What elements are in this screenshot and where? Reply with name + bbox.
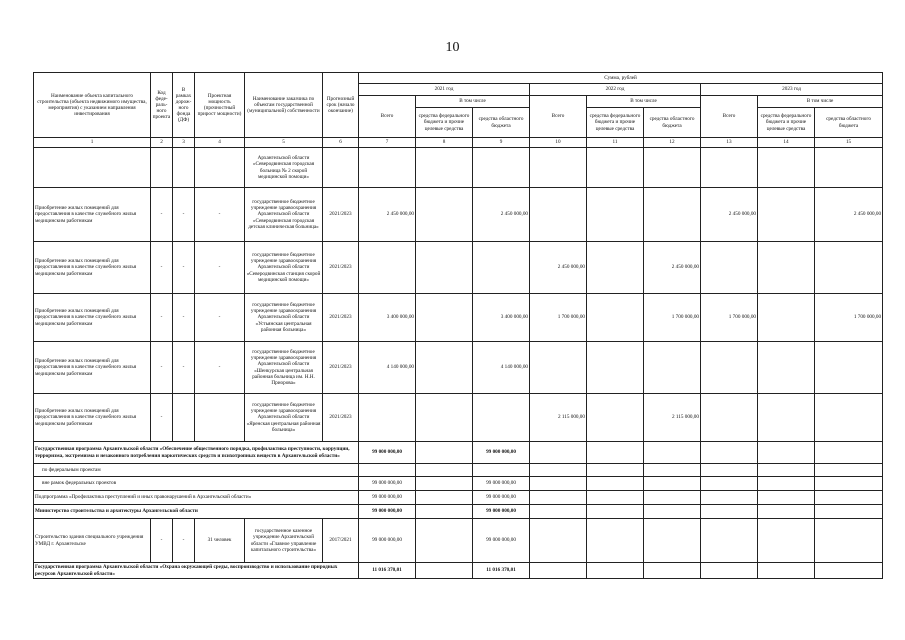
cell-capacity: - (195, 294, 245, 342)
cell-df (173, 148, 195, 188)
outside-total: 99 000 000,00 (359, 477, 416, 491)
cell-df: - (173, 294, 195, 342)
cell-value (815, 148, 883, 188)
cell-object: Строительство здания специального учреждения УМВД г. Архангельске (34, 519, 151, 563)
table-row (34, 188, 883, 242)
hdr-incl-2023: В том числе (758, 96, 883, 108)
cell-value: 2 450 000,00 (473, 188, 530, 242)
cell-value (587, 242, 644, 294)
cell-term: 2021/2023 (323, 342, 359, 394)
table-row (34, 342, 883, 394)
cell-value (701, 394, 758, 442)
hdr-object: Наименование объекта капитального строительства (объекта недвижимого имущества, мероприятия) с указанием направления инвестирования (34, 73, 151, 138)
cell-value (758, 242, 815, 294)
cell-term: 2017/2021 (323, 519, 359, 563)
colnum: 3 (173, 138, 195, 148)
colnum: 1 (34, 138, 151, 148)
cell-value (701, 342, 758, 394)
cell-value (758, 394, 815, 442)
cell-value (530, 148, 587, 188)
hdr-fed-2021: средства федерального бюджета и прочие целевые средства (416, 108, 473, 138)
cell-value (644, 342, 701, 394)
hdr-year-2022: 2022 год (530, 84, 701, 96)
cell-value (758, 294, 815, 342)
cell-code: - (151, 294, 173, 342)
cell-term: 2021/2023 (323, 188, 359, 242)
hdr-total-2023: Всего (701, 96, 758, 138)
hdr-total-2021: Всего (359, 96, 416, 138)
colnum: 2 (151, 138, 173, 148)
cell-code: - (151, 188, 173, 242)
colnum: 13 (701, 138, 758, 148)
cell-value: 1 700 000,00 (701, 294, 758, 342)
cell-value (473, 394, 530, 442)
cell-value (416, 342, 473, 394)
cell-value (644, 188, 701, 242)
subprogram-row (34, 491, 883, 505)
program-regional: 99 000 000,00 (473, 442, 530, 464)
cell-value (359, 394, 416, 442)
cell-value: 4 140 000,00 (359, 342, 416, 394)
ministry-regional: 99 000 000,00 (473, 505, 530, 519)
hdr-reg-2021: средства областного бюджета (473, 108, 530, 138)
cell-value: 99 000 000,00 (473, 519, 530, 563)
subprogram-regional: 99 000 000,00 (473, 491, 530, 505)
cell-value: 2 115 000,00 (530, 394, 587, 442)
cell-customer: государственное бюджетное учреждение здравоохранения Архангельской области «Северодвинская городская детская клиническая больница» (245, 188, 323, 242)
cell-value (416, 148, 473, 188)
cell-value: 2 450 000,00 (815, 188, 883, 242)
colnum: 15 (815, 138, 883, 148)
hdr-incl-2022: В том числе (587, 96, 701, 108)
cell-value: 3 400 000,00 (359, 294, 416, 342)
cell-value: 2 115 000,00 (644, 394, 701, 442)
cell-value (416, 188, 473, 242)
program-row-public-order (34, 442, 883, 464)
hdr-reg-2023: средства областного бюджета (815, 108, 883, 138)
hdr-incl-2021: В том числе (416, 96, 530, 108)
cell-value (587, 394, 644, 442)
cell-code: - (151, 342, 173, 394)
cell-value: 2 450 000,00 (359, 188, 416, 242)
program-row-environment (34, 563, 883, 579)
hdr-fedproj-code: Код феде-раль-ного проекта (151, 73, 173, 138)
cell-object (34, 148, 151, 188)
colnum: 9 (473, 138, 530, 148)
hdr-road-fund: В рамках дорож-ного фонда (ДФ) (173, 73, 195, 138)
outside-title: вне рамок федеральных проектов (34, 477, 359, 491)
program-total: 11 016 370,01 (359, 563, 416, 579)
cell-value (587, 342, 644, 394)
cell-code (151, 148, 173, 188)
cell-value (359, 148, 416, 188)
program-title: Государственная программа Архангельской области «Обеспечение общественного порядка, профилактика преступности, коррупции, терроризма, экстремизма и незаконного потребления наркотических средств и психотропных веществ в Архангельской области» (34, 442, 359, 464)
cell-customer: государственное бюджетное учреждение здравоохранения Архангельской области «Устьянская центральная районная больница» (245, 294, 323, 342)
hdr-fed-2023: средства федерального бюджета и прочие целевые средства (758, 108, 815, 138)
cell-capacity (195, 148, 245, 188)
cell-value: 1 700 000,00 (530, 294, 587, 342)
cell-customer: государственное бюджетное учреждение здравоохранения Архангельской области «Шенкурская центральная районная больница им. Н.Н. Приорова» (245, 342, 323, 394)
cell-value (758, 148, 815, 188)
cell-value: 2 450 000,00 (644, 242, 701, 294)
cell-df (173, 394, 195, 442)
cell-customer: государственное казенное учреждение Архангельской области «Главное управление капитального строительства» (245, 519, 323, 563)
cell-value (416, 394, 473, 442)
cell-term: 2021/2023 (323, 394, 359, 442)
cell-term: 2021/2023 (323, 242, 359, 294)
cell-value (701, 242, 758, 294)
colnum: 7 (359, 138, 416, 148)
cell-value (359, 242, 416, 294)
cell-value (701, 148, 758, 188)
subprogram-total: 99 000 000,00 (359, 491, 416, 505)
cell-value (587, 148, 644, 188)
outside-regional: 99 000 000,00 (473, 477, 530, 491)
cell-value: 3 400 000,00 (473, 294, 530, 342)
cell-object: Приобретение жилых помещений для предоставления в качестве служебного жилья медицинским работникам (34, 188, 151, 242)
cell-object: Приобретение жилых помещений для предоставления в качестве служебного жилья медицинским работникам (34, 342, 151, 394)
hdr-capacity: Проектная мощность (прочностный прирост мощности) (195, 73, 245, 138)
hdr-term: Прогнозный срок (начало окончание) (323, 73, 359, 138)
cell-value (758, 342, 815, 394)
cell-value (587, 188, 644, 242)
outside-fedproj-row (34, 477, 883, 491)
cell-capacity: - (195, 342, 245, 394)
cell-capacity: - (195, 242, 245, 294)
cell-value (530, 188, 587, 242)
colnum: 8 (416, 138, 473, 148)
cell-df: - (173, 519, 195, 563)
ministry-title: Министерство строительства и архитектуры Архангельской области (34, 505, 359, 519)
cell-df: - (173, 242, 195, 294)
cell-code: - (151, 519, 173, 563)
colnum: 12 (644, 138, 701, 148)
cell-df: - (173, 342, 195, 394)
program-regional: 11 016 370,01 (473, 563, 530, 579)
colnum: 6 (323, 138, 359, 148)
cell-customer: Архангельской области «Северодвинская городская больница № 2 скорой медицинской помощи» (245, 148, 323, 188)
program-title: Государственная программа Архангельской области «Охрана окружающей среды, воспроизводство и использование природных ресурсов Архангельской области» (34, 563, 359, 579)
cell-value: 2 450 000,00 (530, 242, 587, 294)
cell-code: - (151, 394, 173, 442)
table-row (34, 148, 883, 188)
ministry-total: 99 000 000,00 (359, 505, 416, 519)
column-number-row (34, 138, 883, 148)
page-number: 10 (445, 40, 460, 55)
cell-capacity (195, 394, 245, 442)
hdr-customer: Наименование заказчика по объектам государственной (муниципальной) собственности (245, 73, 323, 138)
header-row-1 (34, 73, 883, 84)
cell-capacity: - (195, 188, 245, 242)
cell-capacity: 31 человек (195, 519, 245, 563)
cell-term: 2021/2023 (323, 294, 359, 342)
budget-table (33, 72, 883, 579)
cell-value (815, 242, 883, 294)
cell-value: 1 700 000,00 (815, 294, 883, 342)
fedproj-title: по федеральным проектам (34, 464, 359, 477)
colnum: 4 (195, 138, 245, 148)
cell-value: 2 450 000,00 (701, 188, 758, 242)
hdr-sum: Сумма, рублей (359, 73, 883, 84)
table-row (34, 394, 883, 442)
hdr-reg-2022: средства областного бюджета (644, 108, 701, 138)
ministry-row (34, 505, 883, 519)
table-row (34, 242, 883, 294)
cell-value (815, 394, 883, 442)
colnum: 10 (530, 138, 587, 148)
subprogram-title: Подпрограмма «Профилактика преступлений и иных правонарушений в Архангельской области» (34, 491, 359, 505)
cell-code: - (151, 242, 173, 294)
cell-value (473, 148, 530, 188)
cell-value (416, 294, 473, 342)
cell-value: 99 000 000,00 (359, 519, 416, 563)
cell-value (416, 242, 473, 294)
cell-object: Приобретение жилых помещений для предоставления в качестве служебного жилья медицинским работникам (34, 394, 151, 442)
hdr-year-2023: 2023 год (701, 84, 883, 96)
cell-customer: государственное бюджетное учреждение здравоохранения Архангельской области «Северодвинская станция скорой медицинской помощи» (245, 242, 323, 294)
cell-value (758, 188, 815, 242)
cell-value: 4 140 000,00 (473, 342, 530, 394)
fedproj-row (34, 464, 883, 477)
table-row-construction (34, 519, 883, 563)
hdr-year-2021: 2021 год (359, 84, 530, 96)
cell-df: - (173, 188, 195, 242)
colnum: 5 (245, 138, 323, 148)
cell-term (323, 148, 359, 188)
cell-value (530, 342, 587, 394)
colnum: 14 (758, 138, 815, 148)
cell-value (644, 148, 701, 188)
table-row (34, 294, 883, 342)
cell-object: Приобретение жилых помещений для предоставления в качестве служебного жилья медицинским работникам (34, 294, 151, 342)
cell-customer: государственное бюджетное учреждение здравоохранения Архангельской области «Яренская центральная районная больница» (245, 394, 323, 442)
hdr-fed-2022: средства федерального бюджета и прочие целевые средства (587, 108, 644, 138)
cell-value (473, 242, 530, 294)
program-total: 99 000 000,00 (359, 442, 416, 464)
cell-value (587, 294, 644, 342)
cell-value (815, 342, 883, 394)
hdr-total-2022: Всего (530, 96, 587, 138)
cell-object: Приобретение жилых помещений для предоставления в качестве служебного жилья медицинским работникам (34, 242, 151, 294)
cell-value: 1 700 000,00 (644, 294, 701, 342)
colnum: 11 (587, 138, 644, 148)
